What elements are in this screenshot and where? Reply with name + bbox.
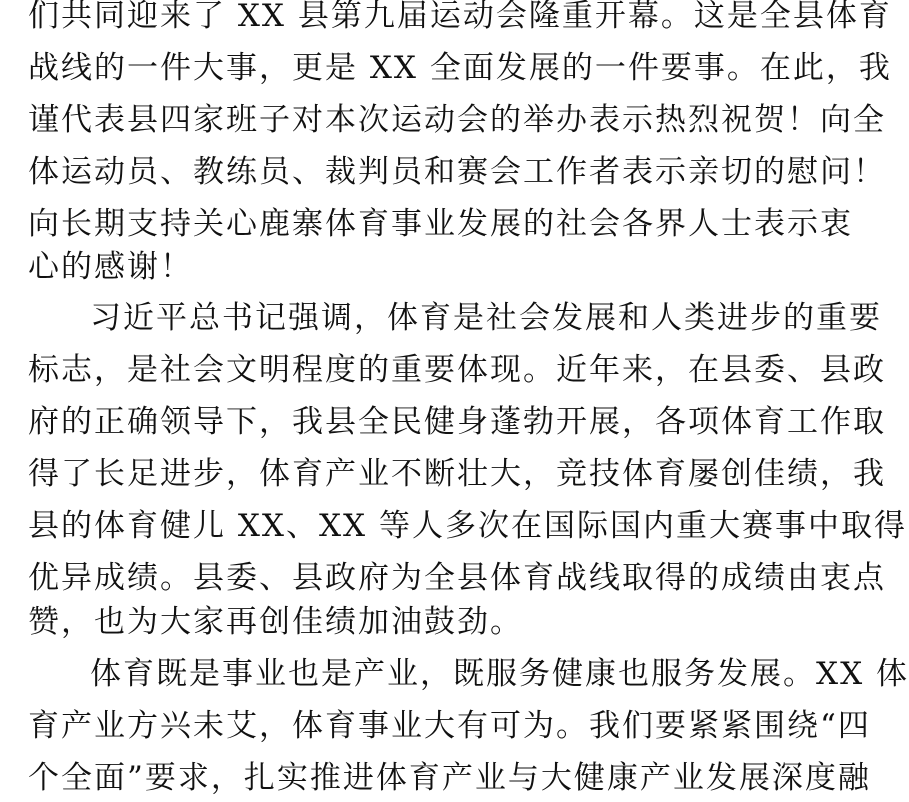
text-line: 标志，是社会文明程度的重要体现。近年来，在县委、县政 <box>28 352 886 388</box>
text-line: 个全面”要求，扎实推进体育产业与大健康产业发展深度融 <box>28 760 871 796</box>
text-line: 心的感谢！ <box>28 249 193 285</box>
text-line: 谨代表县四家班子对本次运动会的举办表示热烈祝贺！向全 <box>28 102 886 138</box>
text-line: 赞，也为大家再创佳绩加油鼓劲。 <box>28 604 523 640</box>
text-line: 体运动员、教练员、裁判员和赛会工作者表示亲切的慰问！ <box>28 154 886 190</box>
paragraph-first-line: 体育既是事业也是产业，既服务健康也服务发展。XX 体 <box>90 656 909 692</box>
text-line: 向长期支持关心鹿寨体育事业发展的社会各界人士表示衷 <box>28 206 853 242</box>
text-line: 战线的一件大事，更是 XX 全面发展的一件要事。在此，我 <box>28 50 892 86</box>
text-line: 育产业方兴未艾，体育事业大有可为。我们要紧紧围绕“四 <box>28 708 871 744</box>
text-line: 县的体育健儿 XX、XX 等人多次在国际国内重大赛事中取得 <box>28 508 907 544</box>
text-line: 得了长足进步，体育产业不断壮大，竞技体育屡创佳绩，我 <box>28 456 886 492</box>
text-line: 府的正确领导下，我县全民健身蓬勃开展，各项体育工作取 <box>28 404 886 440</box>
text-line: 优异成绩。县委、县政府为全县体育战线取得的成绩由衷点 <box>28 560 886 596</box>
text-line: 们共同迎来了 XX 县第九届运动会隆重开幕。这是全县体育 <box>28 0 892 34</box>
paragraph-first-line: 习近平总书记强调，体育是社会发展和人类进步的重要 <box>90 300 882 336</box>
